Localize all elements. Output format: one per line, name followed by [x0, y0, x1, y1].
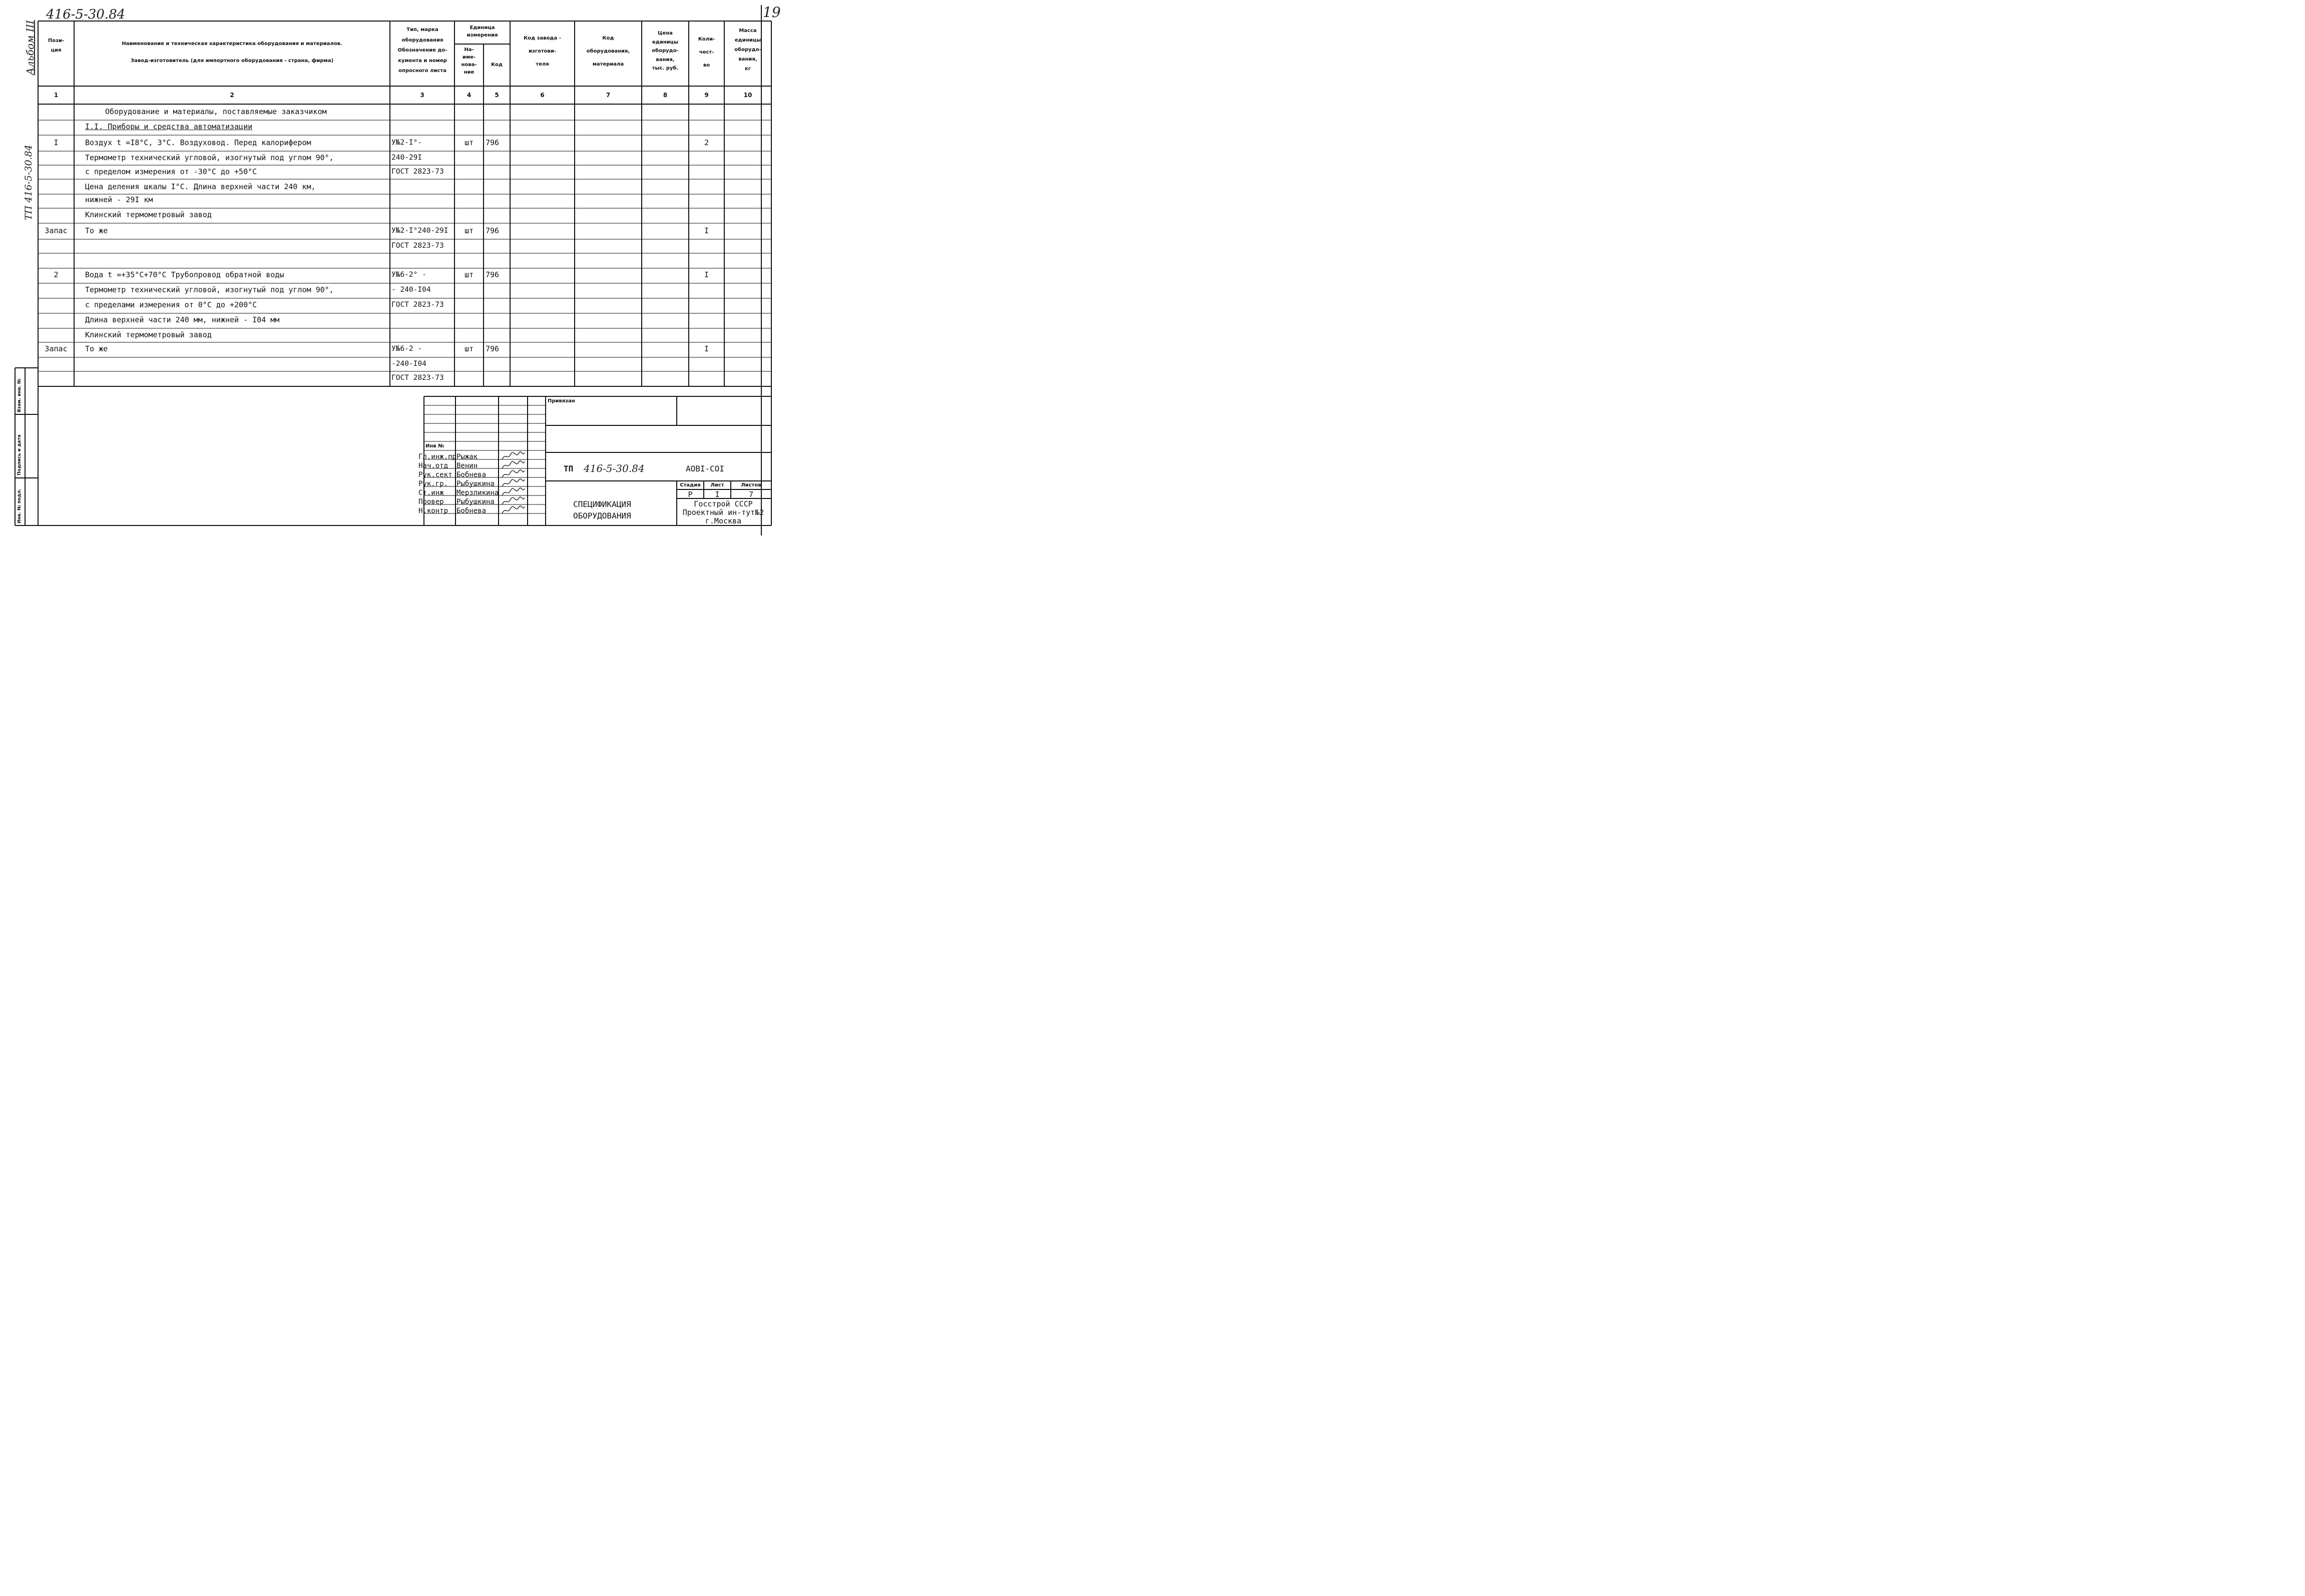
row-4-name: Термометр технический угловой, изогнутый под углом 90°, — [85, 153, 334, 162]
row-17-unit: шт — [464, 344, 474, 353]
header-name-line2: Завод-изготовитель (для импортного оборудования - страна, фирма) — [130, 58, 334, 64]
header-factory-code: Код завода - изготови- теля — [524, 36, 561, 67]
row-13-name: Термометр технический угловой, изогнутый под углом 90°, — [85, 285, 334, 294]
col-number-10: 10 — [743, 92, 752, 99]
signer-2-name: Венин — [456, 462, 478, 470]
stamp-stage: Р — [688, 490, 693, 499]
row-4-type: 240-29I — [391, 154, 422, 162]
row-7-name: нижней - 29I км — [85, 195, 153, 204]
header-quantity: Коли- чест- во — [698, 37, 715, 68]
row-9-type: У№2-I°240-29I — [391, 227, 448, 235]
row-17-code: 796 — [486, 344, 500, 353]
row-12-unit: шт — [464, 270, 474, 279]
col-number-4: 4 — [467, 92, 472, 99]
side-stamp-sign-label: Подпись и дата — [17, 434, 22, 475]
stamp-sheet-label: Лист — [710, 482, 724, 488]
row-19-type: ГОСТ 2823-73 — [391, 374, 444, 382]
row-3-type: У№2-I°- — [391, 139, 422, 147]
signer-1-name: Рыжак — [456, 453, 478, 461]
signer-7-name: Бобнева — [456, 507, 487, 515]
header-unit-code: Код — [491, 62, 503, 68]
signer-6-name: Рыбушкина — [456, 498, 495, 506]
signature-7 — [501, 505, 526, 515]
row-3-unit: шт — [464, 138, 474, 147]
header-price: Цена единицы оборудо- вания, тыс. руб. — [652, 31, 679, 71]
stamp-sheets-label: Листов — [741, 482, 761, 488]
signature-6 — [501, 496, 526, 506]
signer-4-role: Рук.гр. — [418, 480, 448, 488]
row-1-name: Оборудование и материалы, поставляемые заказчиком — [105, 107, 327, 116]
col-number-7: 7 — [606, 92, 611, 99]
signature-3 — [501, 469, 526, 479]
row-3-code: 796 — [486, 138, 500, 147]
header-unit: Единица измерения — [467, 25, 498, 38]
header-unit-name: На- име- нова- ние — [461, 47, 477, 75]
row-17-type: У№6-2 - — [391, 345, 422, 353]
row-17-qty: I — [704, 344, 709, 353]
col-number-9: 9 — [704, 92, 709, 99]
signature-4 — [501, 478, 526, 488]
stamp-stage-label: Стадия — [680, 482, 701, 488]
side-stamp-replace-label: Взам. инв. № — [17, 378, 22, 412]
row-14-type: ГОСТ 2823-73 — [391, 301, 444, 309]
document-code-top: 416-5-30.84 — [46, 7, 126, 22]
signature-2 — [501, 460, 526, 470]
row-12-qty: I — [704, 270, 709, 279]
stamp-sheets: 7 — [748, 490, 754, 499]
col-number-3: 3 — [420, 92, 424, 99]
signer-2-role: Нач.отд — [418, 462, 448, 470]
signer-5-role: Ст.инж — [418, 489, 444, 497]
side-stamp-inv-label: Инв. № подл. — [17, 488, 22, 523]
stamp-privyazan: Привязан — [548, 398, 575, 404]
row-17-pos: Запас — [45, 344, 68, 353]
stamp-sheet: I — [715, 490, 720, 499]
album-label: Альбом III — [24, 20, 36, 75]
row-12-name: Вода t =+35°С+70°С Трубопровод обратной воды — [85, 270, 284, 279]
row-16-name: Клинский термометровый завод — [85, 330, 212, 339]
stamp-organization: Госстрой СССР Проектный ин-тут№2 г.Москва — [682, 499, 764, 525]
signer-7-role: Н.контр — [418, 507, 448, 515]
row-3-name: Воздух t =I8°С, 3°С. Воздуховод. Перед калорифером — [85, 138, 311, 147]
header-material-code: Код оборудования, материала — [586, 36, 630, 67]
row-3-pos: I — [54, 138, 59, 147]
header-mass: Масса единицы оборудо- вания, кг — [734, 28, 761, 72]
stamp-doc-title: СПЕЦИФИКАЦИЯ ОБОРУДОВАНИЯ — [573, 499, 631, 520]
row-5-type: ГОСТ 2823-73 — [391, 168, 444, 176]
signature-5 — [501, 487, 526, 497]
col-number-5: 5 — [495, 92, 499, 99]
stamp-tp-label: ТП — [564, 464, 574, 473]
header-name-line1: Наименование и техническая характеристика оборудования и материалов. — [122, 41, 342, 47]
col-number-8: 8 — [663, 92, 668, 99]
signature-1 — [501, 451, 526, 461]
row-9-unit: шт — [464, 226, 474, 235]
row-13-type: - 240-I04 — [391, 286, 431, 294]
row-10-type: ГОСТ 2823-73 — [391, 242, 444, 250]
signer-1-role: Гл.инж.пр — [418, 453, 456, 461]
row-5-name: с пределом измерения от -30°С до +50°С — [85, 167, 257, 176]
signer-3-role: Рук.сект — [418, 471, 452, 479]
header-type: Тип, марка оборудования Обозначение до- кумента и номер опросного листа — [397, 27, 447, 74]
stamp-tp-code: 416-5-30.84 — [584, 462, 645, 474]
row-12-type: У№6-2° - — [391, 271, 426, 279]
row-15-name: Длина верхней части 240 мм, нижней - I04 мм — [85, 315, 280, 324]
header-position: Пози- ция — [48, 38, 65, 53]
row-2-name: I.I. Приборы и средства автоматизации — [85, 122, 253, 131]
row-18-type: -240-I04 — [391, 360, 426, 368]
row-8-name: Клинский термометровый завод — [85, 210, 212, 219]
row-9-name: То же — [85, 226, 108, 235]
signer-4-name: Рыбушкина — [456, 480, 495, 488]
signer-6-role: Провер — [418, 498, 444, 506]
col-number-1: 1 — [54, 92, 59, 99]
row-12-code: 796 — [486, 270, 500, 279]
row-9-code: 796 — [486, 226, 500, 235]
row-12-pos: 2 — [54, 270, 59, 279]
signer-5-name: Мерзликина — [456, 489, 499, 497]
row-9-pos: Запас — [45, 226, 68, 235]
col-number-2: 2 — [230, 92, 234, 99]
page-number: 19 — [763, 4, 781, 21]
signer-3-name: Бобнева — [456, 471, 487, 479]
stamp-sheet-code: АОВI-СОI — [686, 464, 725, 473]
col-number-6: 6 — [540, 92, 545, 99]
row-3-qty: 2 — [704, 138, 709, 147]
stamp-inv-label: Инв № — [425, 443, 444, 449]
side-document-code: ТП 416-5-30.84 — [23, 145, 34, 220]
row-9-qty: I — [704, 226, 709, 235]
row-6-name: Цена деления шкалы I°С. Длина верхней части 240 км, — [85, 182, 316, 191]
row-17-name: То же — [85, 344, 108, 353]
row-14-name: с пределами измерения от 0°С до +200°С — [85, 300, 257, 309]
